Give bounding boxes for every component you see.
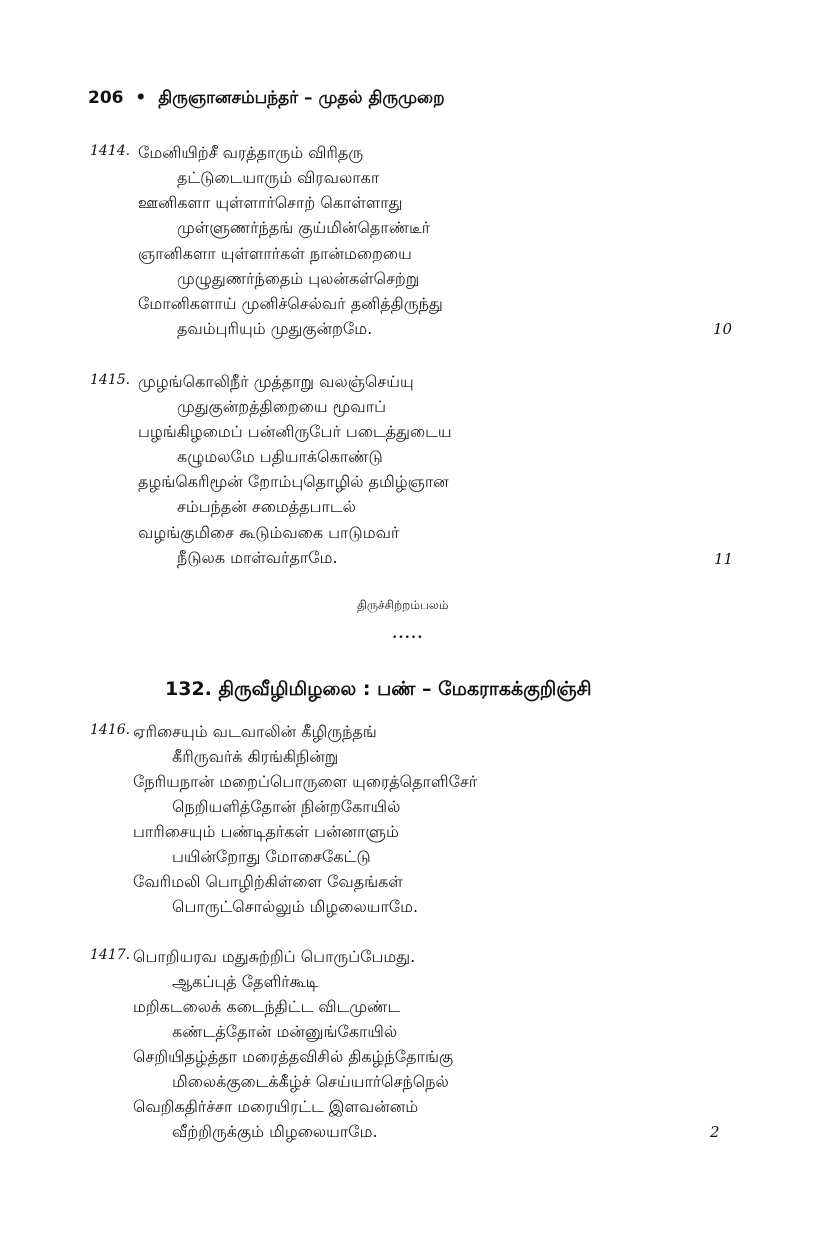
header-bullet: • (135, 88, 147, 108)
verse-number: 1414. (90, 143, 131, 159)
verse-line: கீரிருவர்க் கிரங்கிநின்று (172, 747, 339, 766)
line-marker: 10 (713, 320, 733, 338)
verse-line: ஆகப்புத் தேளிர்கூடி (172, 972, 319, 991)
verse-line: பொறியரவ மதுசுற்றிப் பொருப்பேமது. (133, 947, 416, 966)
verse-line: செறியிதழ்த்தா மரைத்தவிசில் திகழ்ந்தோங்கு (133, 1047, 454, 1066)
verse-line: நீடுலக மாள்வர்தாமே. (177, 548, 338, 567)
verse-line: வெறிகதிர்ச்சா மரையிரட்ட இளவன்னம் (133, 1097, 419, 1116)
verse-number: 1417. (90, 947, 131, 963)
verse-line: வீற்றிருக்கும் மிழலையாமே. (172, 1122, 378, 1141)
verse-line: நெறியளித்தோன் நின்றகோயில் (172, 797, 401, 816)
verse-line: ஊனிகளா யுள்ளார்சொற் கொள்ளாது (138, 193, 403, 212)
verse-line: முள்ளுணர்ந்தங் குய்மின்தொண்டீர் (177, 218, 431, 237)
verse-number: 1416. (90, 722, 131, 738)
running-header (88, 88, 445, 110)
verse-line: மறிகடலைக் கடைந்திட்ட விடமுண்ட (133, 997, 401, 1016)
verse-line: முழங்கொலிநீர் முத்தாறு வலஞ்செய்யு (138, 372, 414, 391)
verse-line: பழங்கிழமைப் பன்னிருபேர் படைத்துடைய (138, 422, 452, 441)
verse-line: தழங்கெரிமூன் றோம்புதொழில் தமிழ்ஞான (138, 472, 449, 491)
verse-line: முதுகுன்றத்திறையை மூவாப் (177, 397, 386, 416)
verse-line: கண்டத்தோன் மன்னுங்கோயில் (172, 1022, 398, 1041)
section-separator: ••••• (392, 633, 424, 643)
closing-invocation: திருச்சிற்றம்பலம் (357, 598, 449, 612)
verse-line: மேனியிற்சீ வரத்தாரும் விரிதரு (138, 143, 364, 162)
verse-line: வழங்குமிசை கூடும்வகை பாடுமவர் (138, 523, 400, 542)
verse-line: பொருட்சொல்லும் மிழலையாமே. (172, 897, 419, 916)
verse-line: ஏரிசையும் வடவாலின் கீழிருந்தங் (133, 722, 377, 741)
verse-line: தட்டுடையாரும் விரவலாகா (177, 168, 380, 187)
chapter-title: 132. திருவீழிமிழலை : பண் – மேகராகக்குறிஞ்சி (165, 678, 592, 700)
page-number: 206 (88, 88, 124, 108)
verse-line: முழுதுணர்ந்தைம் புலன்கள்செற்று (177, 269, 420, 288)
verse-number: 1415. (90, 372, 131, 388)
line-marker: 2 (710, 1123, 720, 1141)
verse-line: சம்பந்தன் சமைத்தபாடல் (177, 497, 356, 516)
running-title: திருஞானசம்பந்தர் – முதல் திருமுறை (158, 88, 445, 108)
verse-line: மிலைக்குடைக்கீழ்ச் செய்யார்செந்நெல் (172, 1072, 449, 1091)
verse-line: மோனிகளாய் முனிச்செல்வர் தனித்திருந்து (138, 294, 443, 313)
verse-line: வேரிமலி பொழிற்கிள்ளை வேதங்கள் (133, 872, 403, 891)
verse-line: பயின்றோது மோசைகேட்டு (172, 847, 371, 866)
verse-line: தவம்புரியும் முதுகுன்றமே. (177, 319, 373, 338)
line-marker: 11 (714, 550, 734, 568)
verse-line: நேரியநான் மறைப்பொருளை யுரைத்தொளிசேர் (133, 772, 478, 791)
verse-line: பாரிசையும் பண்டிதர்கள் பன்னாளும் (133, 822, 399, 841)
verse-line: ஞானிகளா யுள்ளார்கள் நான்மறையை (138, 244, 412, 263)
verse-line: கழுமலமே பதியாக்கொண்டு (177, 447, 383, 466)
